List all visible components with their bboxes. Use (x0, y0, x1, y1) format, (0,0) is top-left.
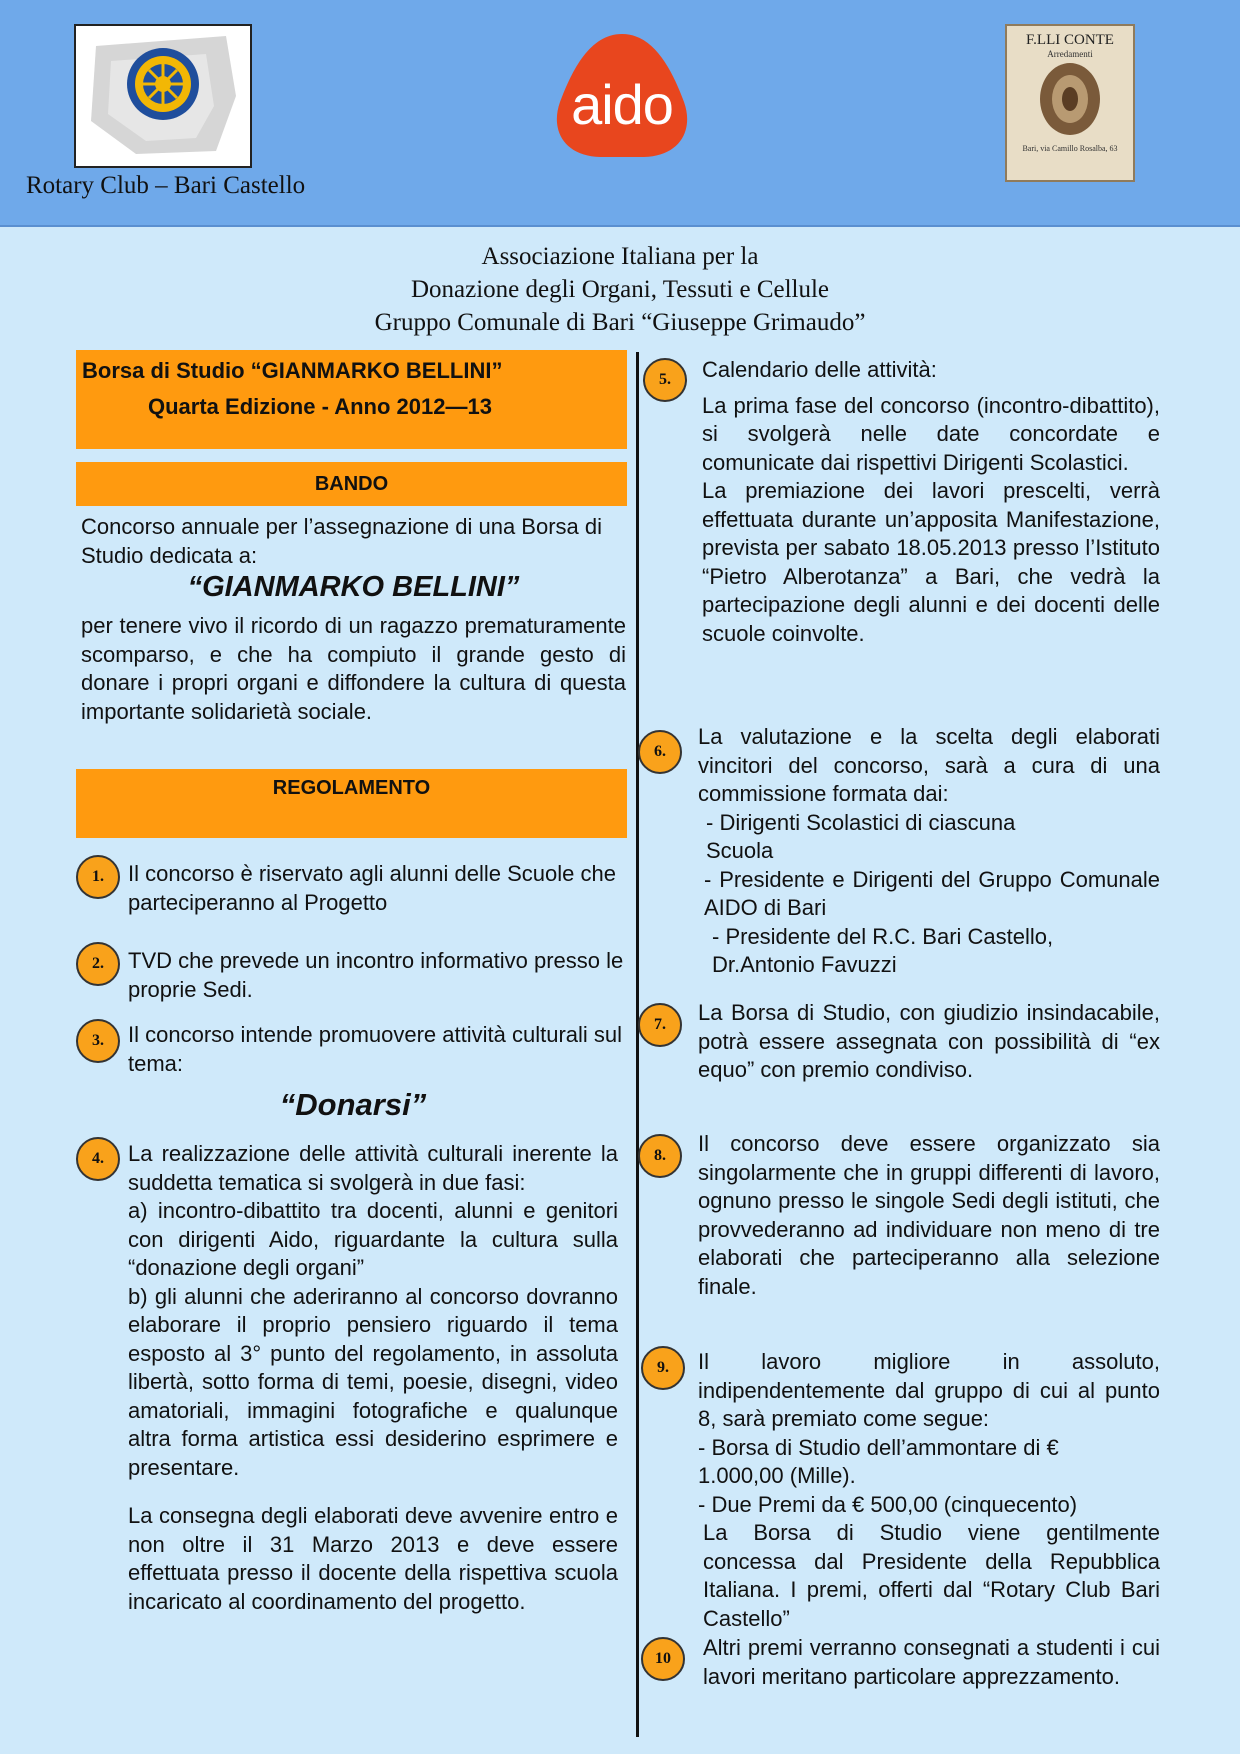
item-number-7: 7. (638, 1003, 682, 1047)
header-band (0, 0, 1240, 227)
item-4-paragraph-c: b) gli alunni che aderiranno al concorso dovranno elaborare il proprio pensiero riguardo il tema esposto al 3° punto del regolamento, in assoluta libertà, sotto forma di temi, poesie, disegni, video amatoriali, immagini fotografiche e qualunque altra forma artistica essi desiderino esprimere e presentare. (128, 1283, 618, 1480)
item-6-member-3: - Presidente del R.C. Bari Castello, Dr.Antonio Favuzzi (712, 923, 1054, 977)
honoree-name: “GIANMARKO BELLINI” (187, 571, 520, 603)
item-number-6: 6. (638, 730, 682, 774)
aido-label: aido (571, 73, 673, 136)
item-9-prize-1: - Borsa di Studio dell’ammontare di € 1.000,00 (Mille). (698, 1434, 1059, 1488)
item-number-2: 2. (76, 942, 120, 986)
sponsor-logo (1005, 24, 1135, 182)
item-3-text: Il concorso intende promuovere attività culturali sul tema: (128, 1022, 623, 1076)
bando-label: BANDO (314, 473, 389, 495)
intro-paragraph-1: Concorso annuale per l’assegnazione di una Borsa di Studio dedicata a: (81, 514, 603, 568)
sponsor-sub: Arredamenti (1047, 49, 1093, 59)
association-heading (0, 240, 1240, 339)
item-4-text (128, 1140, 618, 1616)
item-5-paragraph-c: La premiazione dei lavori prescelti, verrà effettuata durante un’apposita Manifestazione, prevista per sabato 18.05.2013 presso l’Istituto “Pietro Alberotanza” a Bari, che vedrà la partecipazione degli alunni e dei docenti delle scuole coinvolte. (702, 478, 1160, 646)
item-7-text: La Borsa di Studio, con giudizio insindacabile, potrà essere assegnata con possibilità di “ex equo” con premio condiviso. (698, 1000, 1160, 1082)
item-number-9: 9. (641, 1346, 685, 1390)
item-4-paragraph-d: La consegna degli elaborati deve avvenire entro e non oltre il 31 Marzo 2013 e deve essere effettuata presso il docente della rispettiva scuola incaricato al coordinamento del progetto. (128, 1503, 618, 1614)
item-number-3: 3. (76, 1019, 120, 1063)
item-5-heading: Calendario delle attività: (702, 357, 937, 382)
association-line-1: Associazione Italiana per la (481, 243, 759, 270)
item-number-10: 10 (641, 1637, 685, 1681)
item-1-text: Il concorso è riservato agli alunni delle Scuole che parteciperanno al Progetto (128, 861, 616, 915)
bando-box (76, 462, 627, 506)
title-line-2: Quarta Edizione - Anno 2012—13 (148, 394, 492, 419)
item-6-member-2: - Presidente e Dirigenti del Gruppo Comunale AIDO di Bari (704, 866, 1160, 920)
item-9-text (698, 1348, 1160, 1633)
item-number-5: 5. (643, 358, 687, 402)
sponsor-crest-icon (1007, 59, 1133, 139)
item-4-paragraph-a: La realizzazione delle attività culturali inerente la suddetta tematica si svolgerà in due fasi: (128, 1141, 618, 1195)
theme-title: “Donarsi” (279, 1087, 427, 1122)
item-6-member-1: - Dirigenti Scolastici di ciascuna Scuola (706, 809, 1016, 863)
item-9-paragraph-d: La Borsa di Studio viene gentilmente concessa dal Presidente della Repubblica Italiana. I premi, offerti dal “Rotary Club Bari Castello” (703, 1520, 1160, 1631)
intro-text (81, 513, 626, 570)
item-5-text (702, 356, 1160, 648)
item-9-paragraph-a: Il lavoro migliore in assoluto, indipendentemente dal gruppo di cui al punto 8, sarà premiato come segue: (698, 1349, 1160, 1431)
rotary-logo (74, 24, 252, 168)
title-line-1: Borsa di Studio “GIANMARKO BELLINI” (82, 358, 503, 383)
title-box (76, 350, 627, 449)
association-line-2: Donazione degli Organi, Tessuti e Cellule (410, 276, 830, 303)
item-5-paragraph-b: La prima fase del concorso (incontro-dibattito), si svolgerà nelle date concordate e comunicate dai rispettivi Dirigenti Scolastici. (702, 392, 1160, 475)
item-4-paragraph-b: a) incontro-dibattito tra docenti, alunni e genitori con dirigenti Aido, riguardante la cultura sulla “donazione degli organi” (128, 1198, 618, 1280)
item-number-8: 8. (638, 1134, 682, 1178)
sponsor-address: Bari, via Camillo Rosalba, 63 (1022, 144, 1118, 153)
item-number-1: 1. (76, 855, 120, 899)
aido-logo (550, 30, 694, 160)
column-divider (636, 352, 639, 1737)
intro-paragraph-2: per tenere vivo il ricordo di un ragazzo prematuramente scomparso, e che ha compiuto il grande gesto di donare i propri organi e diffondere la cultura di questa importante solidarietà sociale. (81, 613, 626, 724)
regolamento-box (76, 769, 627, 838)
regolamento-label: REGOLAMENTO (272, 777, 431, 799)
item-6-paragraph-a: La valutazione e la scelta degli elaborati vincitori del concorso, sarà a cura di una commissione formata dai: (698, 724, 1160, 806)
item-10-text: Altri premi verranno consegnati a studenti i cui lavori meritano particolare apprezzamento. (703, 1635, 1160, 1689)
item-9-prize-2: - Due Premi da € 500,00 (cinquecento) (698, 1491, 1078, 1517)
item-8-text: Il concorso deve essere organizzato sia singolarmente che in gruppi differenti di lavoro, ognuno presso le singole Sedi degli istituti, che provvederanno ad individuare non meno di tre elaborati che parteciperanno alla selezione finale. (698, 1131, 1160, 1299)
association-line-3: Gruppo Comunale di Bari “Giuseppe Grimaudo” (374, 309, 866, 336)
intro-text-2 (81, 612, 626, 726)
sponsor-name: F.LLI CONTE (1026, 32, 1114, 48)
item-number-4: 4. (76, 1137, 120, 1181)
rotary-club-caption: Rotary Club – Bari Castello (26, 172, 306, 199)
item-2-text: TVD che prevede un incontro informativo presso le proprie Sedi. (128, 948, 624, 1002)
item-6-text (698, 723, 1160, 980)
